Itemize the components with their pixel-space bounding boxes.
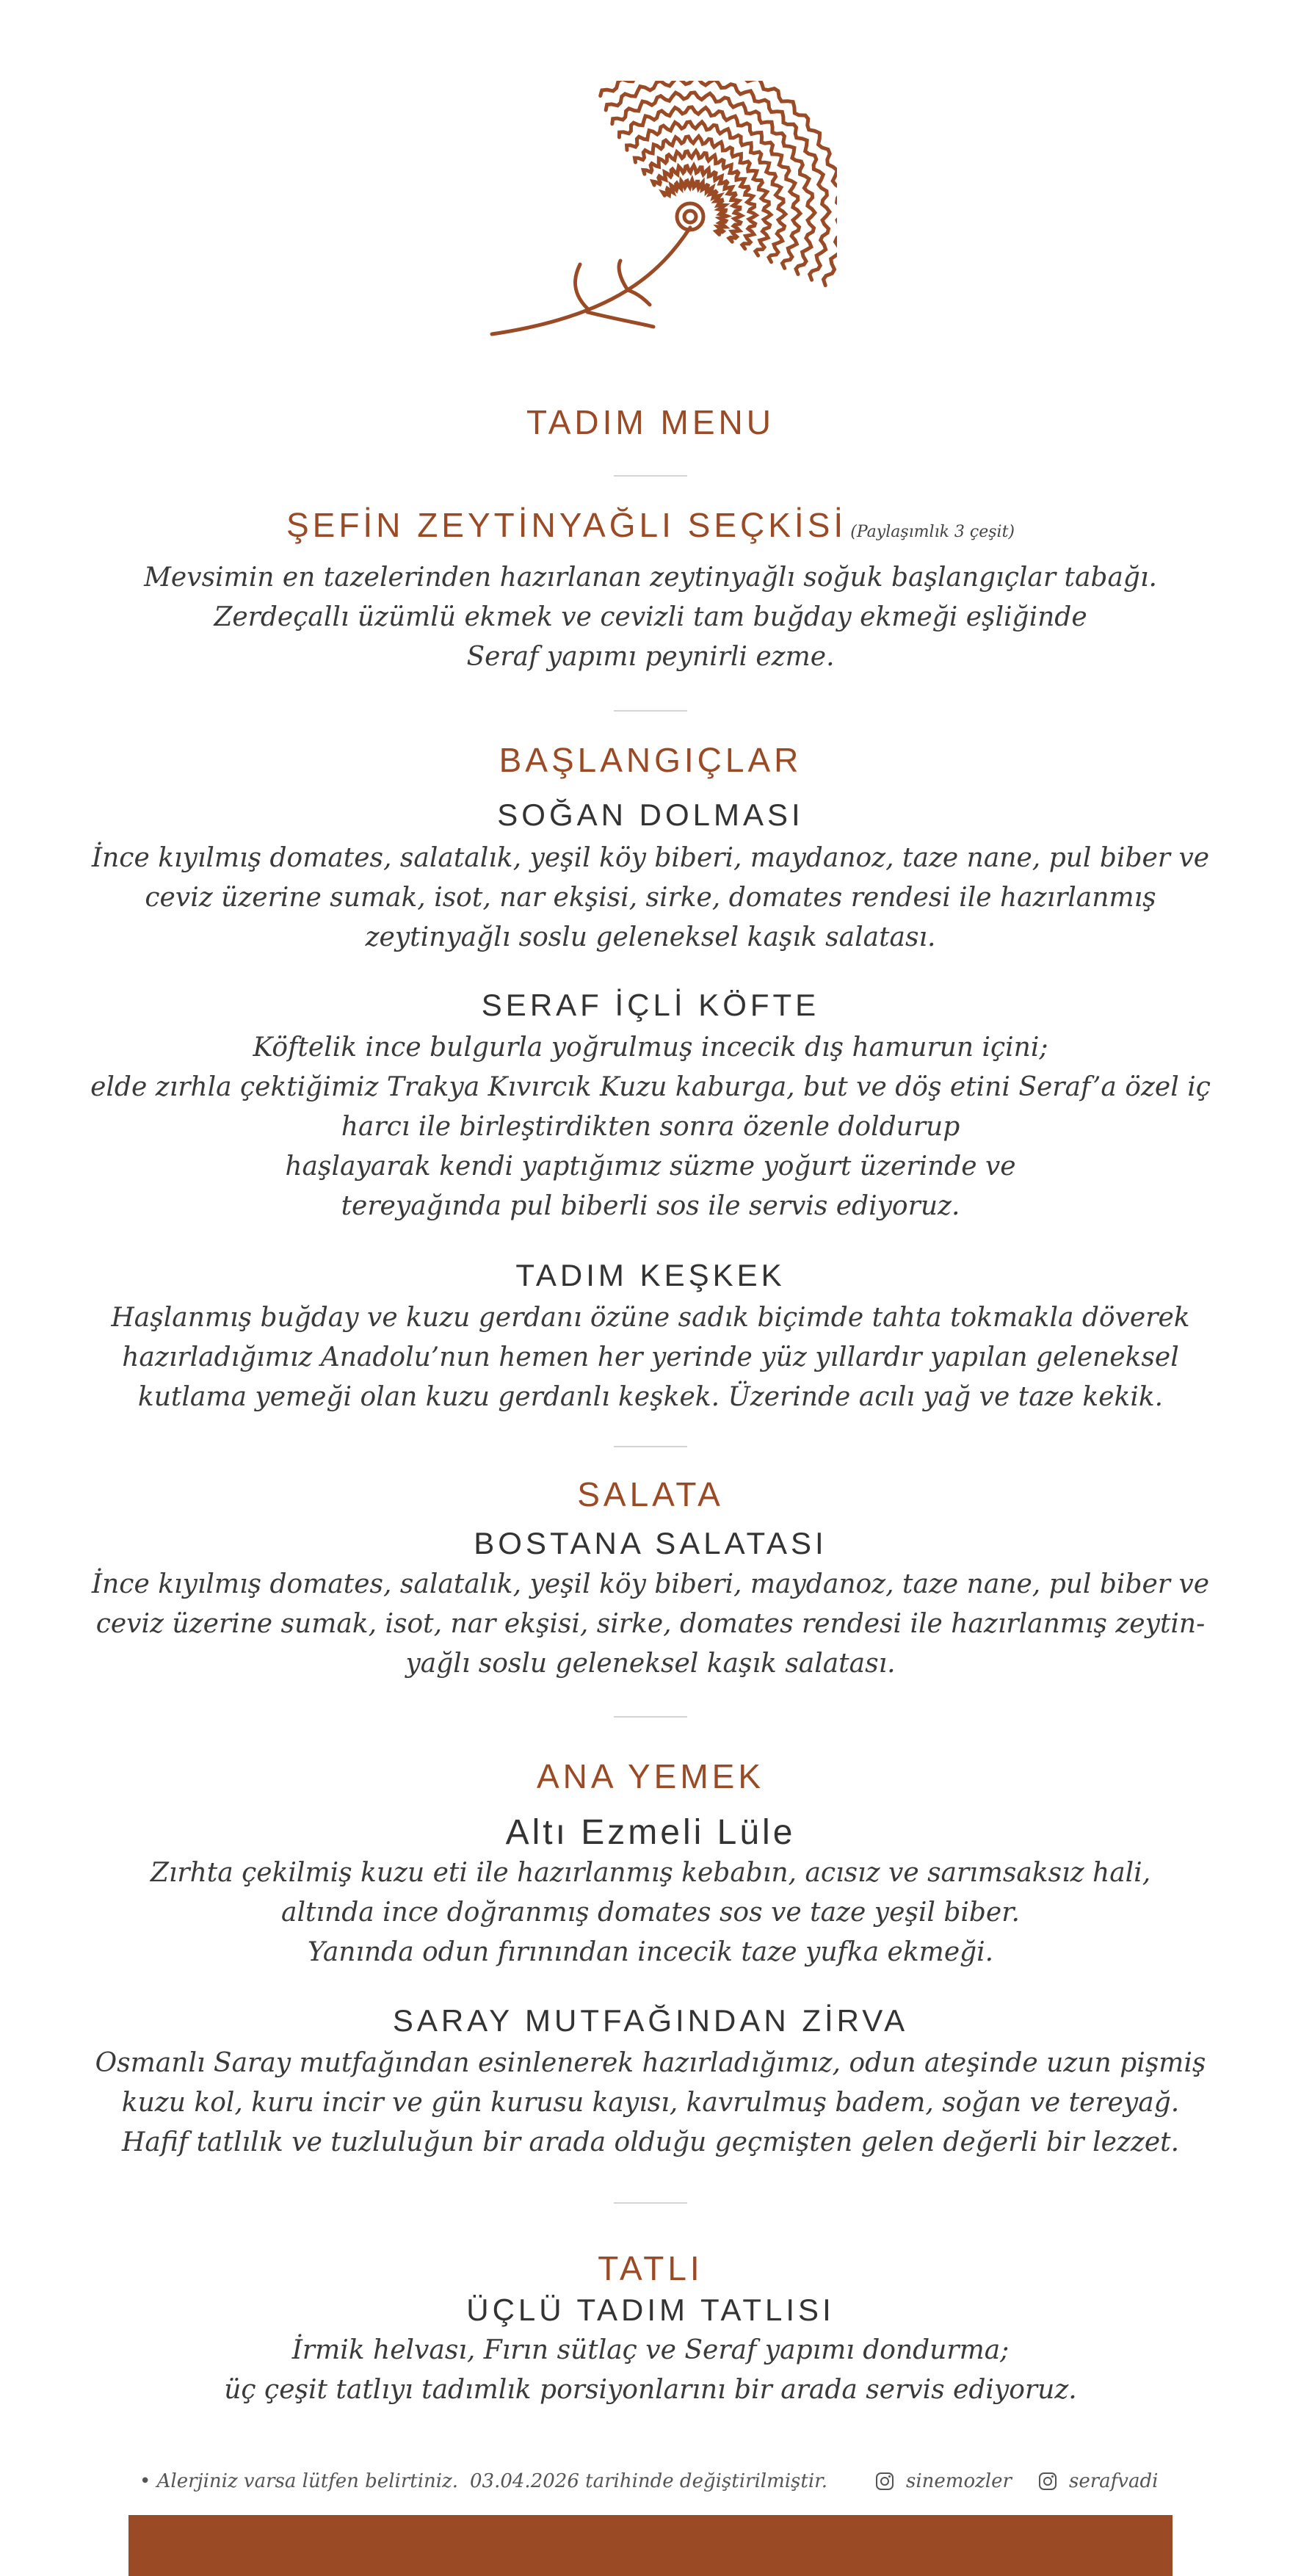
- description-line: İnce kıyılmış domates, salatalık, yeşil köy biberi, maydanoz, taze nane, pul biber ve: [91, 1569, 1210, 1599]
- baslangiclar-title: BAŞLANGIÇLAR: [499, 741, 802, 779]
- description-line: ceviz üzerine sumak, isot, nar ekşisi, sirke, domates rendesi ile hazırlanmış zeytin-: [95, 1609, 1206, 1639]
- description-line: kutlama yemeği olan kuzu gerdanlı keşkek. Üzerinde acılı yağ ve taze kekik.: [137, 1382, 1164, 1412]
- instagram-icon[interactable]: [875, 2472, 894, 2491]
- divider: [614, 475, 687, 477]
- tatli-title: TATLI: [598, 2249, 703, 2287]
- dish-description: [0, 2331, 1301, 2410]
- bottom-color-bar: [128, 2515, 1173, 2576]
- dish-description: [0, 1853, 1301, 1972]
- description-line: hazırladığımız Anadolu’nun hemen her yerinde yüz yıllardır yapılan geleneksel: [122, 1342, 1179, 1372]
- allergy-note: • Alerjiniz varsa lütfen belirtiniz.: [139, 2470, 459, 2492]
- description-line: ceviz üzerine sumak, isot, nar ekşisi, sirke, domates rendesi ile hazırlanmış: [145, 883, 1156, 913]
- ana-yemek-title: ANA YEMEK: [536, 1757, 765, 1795]
- dish-title-bostana-salatasi: BOSTANA SALATASI: [474, 1526, 827, 1560]
- description-line: İnce kıyılmış domates, salatalık, yeşil köy biberi, maydanoz, taze nane, pul biber ve: [91, 843, 1210, 873]
- description-line: üç çeşit tatlıyı tadımlık porsiyonlarını bir arada servis ediyoruz.: [224, 2375, 1077, 2405]
- description-line: Seraf yapımı peynirli ezme.: [466, 642, 835, 672]
- dish-description: [0, 1028, 1301, 1226]
- dish-title-zirva: SARAY MUTFAĞINDAN ZİRVA: [392, 2003, 909, 2038]
- description-line: altında ince doğranmış domates sos ve taze yeşil biber.: [281, 1897, 1020, 1928]
- instagram-icon[interactable]: [1038, 2472, 1057, 2491]
- description-line: tereyağında pul biberli sos ile servis ediyoruz.: [341, 1191, 960, 1221]
- description-line: harcı ile birleştirdikten sonra özenle doldurup: [341, 1112, 960, 1142]
- description-line: Zerdeçallı üzümlü ekmek ve cevizli tam buğday ekmeği eşliğinde: [214, 602, 1087, 632]
- zeytinyagli-heading: [0, 505, 1301, 545]
- description-line: Hafif tatlılık ve tuzluluğun bir arada olduğu geçmişten gelen değerli bir lezzet.: [121, 2127, 1180, 2157]
- dish-description: [0, 2044, 1301, 2163]
- social-handle-sinemozler[interactable]: sinemozler: [906, 2470, 1012, 2492]
- dish-title-sogan-dolmasi: SOĞAN DOLMASI: [497, 797, 804, 832]
- zeytinyagli-note: (Paylaşımlık 3 çeşit): [850, 523, 1015, 541]
- description-line: Köftelik ince bulgurla yoğrulmuş incecik dış hamurun içini;: [253, 1032, 1048, 1063]
- social-handle-serafvadi[interactable]: serafvadi: [1069, 2470, 1159, 2492]
- description-line: Haşlanmış buğday ve kuzu gerdanı özüne sadık biçimde tahta tokmakla döverek: [111, 1303, 1190, 1333]
- salata-title: SALATA: [577, 1475, 724, 1513]
- leaf-wave-line: [663, 180, 727, 234]
- description-line: elde zırhla çektiğimiz Trakya Kıvırcık Kuzu kaburga, but ve döş etini Seraf’a özel iç: [90, 1072, 1211, 1102]
- footer: [0, 2464, 1301, 2500]
- divider: [614, 710, 687, 712]
- description-line: zeytinyağlı soslu geleneksel kaşık salatası.: [365, 922, 936, 952]
- description-line: İrmik helvası, Fırın sütlaç ve Seraf yapımı dondurma;: [291, 2335, 1010, 2365]
- dish-title-alti-ezmeli-lule: Altı Ezmeli Lüle: [505, 1813, 796, 1852]
- description-line: Zırhta çekilmiş kuzu eti ile hazırlanmış kebabın, acısız ve sarımsaksız hali,: [150, 1858, 1151, 1888]
- dish-description: [0, 1298, 1301, 1417]
- description-line: Yanında odun fırınından incecik taze yufka ekmeği.: [307, 1937, 994, 1967]
- description-line: haşlayarak kendi yaptığımız süzme yoğurt üzerinde ve: [285, 1151, 1016, 1182]
- divider: [614, 2202, 687, 2204]
- dish-title-uclu-tadim: ÜÇLÜ TADIM TATLISI: [466, 2293, 835, 2327]
- zeytinyagli-description: [0, 558, 1301, 677]
- dish-title-keskek: TADIM KEŞKEK: [515, 1258, 786, 1292]
- updated-note: 03.04.2026 tarihinde değiştirilmiştir.: [470, 2470, 827, 2492]
- dish-title-icli-kofte: SERAF İÇLİ KÖFTE: [481, 988, 820, 1022]
- dish-description: [0, 1565, 1301, 1684]
- description-line: kuzu kol, kuru incir ve gün kurusu kayısı, kavrulmuş badem, soğan ve tereyağ.: [121, 2088, 1180, 2118]
- leaf-logo-icon: [470, 81, 837, 345]
- divider: [614, 1716, 687, 1718]
- description-line: yağlı soslu geleneksel kaşık salatası.: [405, 1649, 896, 1679]
- description-line: Osmanlı Saray mutfağından esinlenerek hazırladığımız, odun ateşinde uzun pişmiş: [95, 2048, 1206, 2078]
- zeytinyagli-title: ŞEFİN ZEYTİNYAĞLI SEÇKİSİ: [286, 506, 847, 544]
- description-line: Mevsimin en tazelerinden hazırlanan zeytinyağlı soğuk başlangıçlar tabağı.: [144, 562, 1157, 593]
- menu-title: TADIM MENU: [526, 403, 775, 441]
- divider: [614, 1446, 687, 1447]
- dish-description: [0, 839, 1301, 958]
